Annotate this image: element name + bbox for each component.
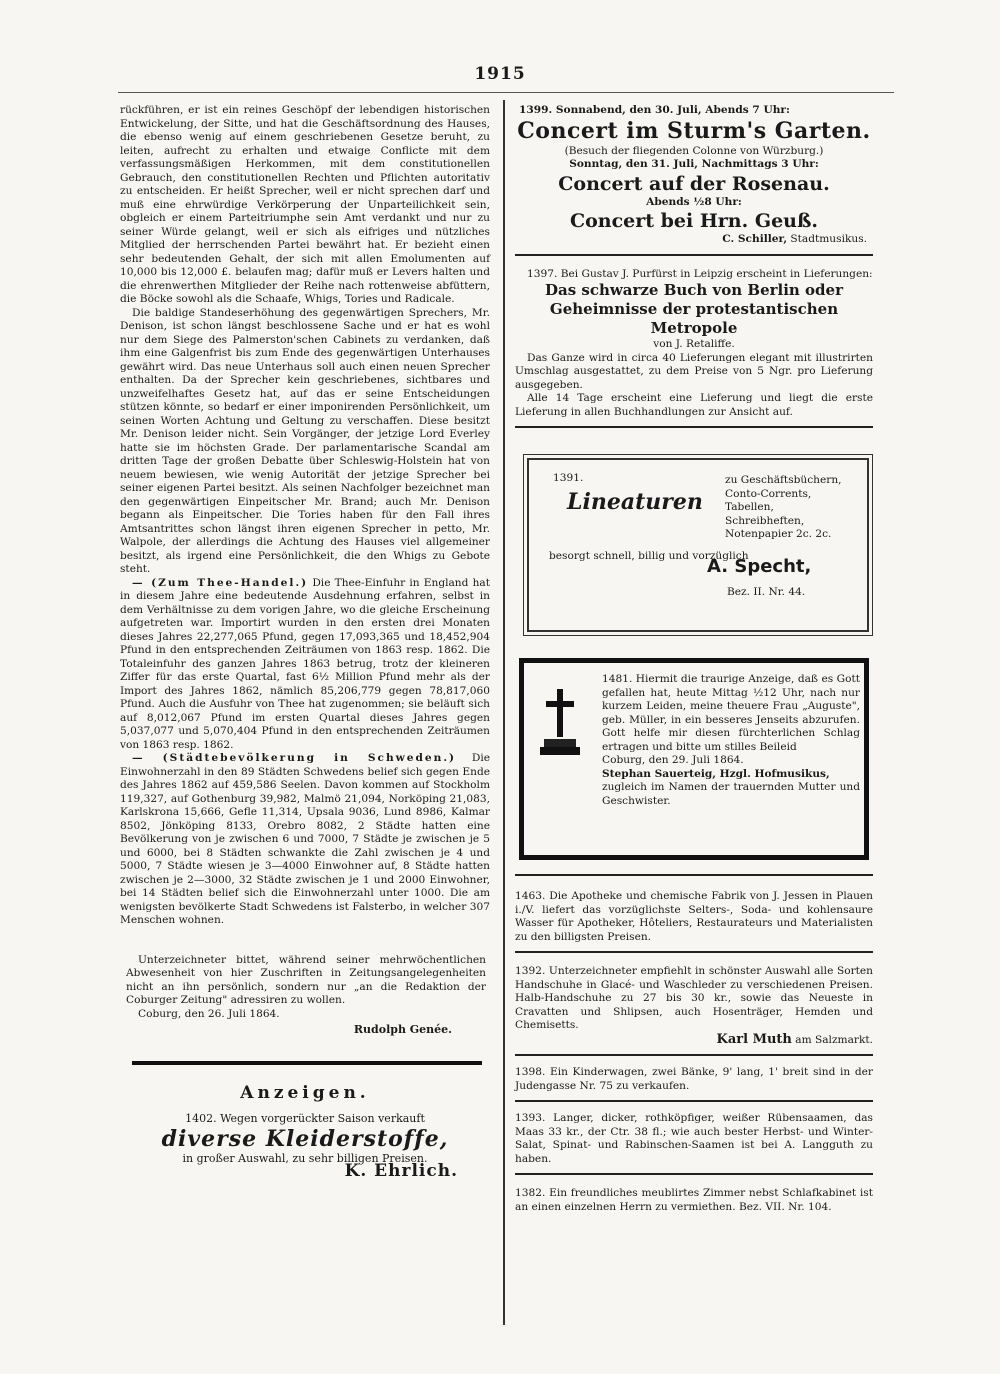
ad-1402-firm: K. Ehrlich. (344, 1161, 458, 1181)
notice-signature: Rudolph Genée. (353, 1023, 452, 1036)
sweden-item (120, 752, 490, 928)
ad-1481-sign: Stephan Sauerteig, Hzgl. Hofmusikus, (602, 767, 830, 780)
ad-1382: 1382. Ein freundliches meublirtes Zimmer nebst Schlafkabinet ist an einen einzelnen Herrn zu vermiethen. Bez. VII. Nr. 104. (515, 1187, 873, 1213)
ad-1397-author: von J. Retaliffe. (653, 338, 735, 350)
list-item: Notenpapier 2c. 2c. (725, 528, 832, 540)
sweden-heading: — (Städtebevölkerung in Schweden.) (132, 752, 457, 764)
ad-1399 (515, 104, 873, 256)
ad-1392-place: am Salzmarkt. (795, 1033, 873, 1046)
ad-1481-sign2: zugleich im Namen der trauernden Mutter und Geschwister. (602, 781, 860, 807)
anzeigen-heading: Anzeigen. (240, 1082, 370, 1103)
ad-1481 (519, 658, 869, 860)
ad-1391-line: besorgt schnell, billig und vorzüglich (549, 550, 749, 562)
top-rule (118, 92, 894, 93)
ad-1392-firm: Karl Muth (716, 1031, 792, 1047)
list-item: Tabellen, (725, 501, 774, 513)
ad-1402-line2: in großer Auswahl, zu sehr billigen Preisen. (182, 1151, 428, 1165)
ad-1391-number: 1391. (553, 472, 584, 484)
ad-1399-line2: Sonntag, den 31. Juli, Nachmittags 3 Uhr: (569, 158, 819, 170)
ad-1399-concert3: Concert bei Hrn. Geuß. (569, 210, 819, 232)
ad-1391-list (725, 474, 842, 542)
tea-trade-heading: — (Zum Thee-Handel.) (132, 576, 309, 589)
right-column (515, 104, 873, 1214)
ad-1402-headline: diverse Kleiderstoffe, (161, 1125, 449, 1152)
ad-1391-address: Bez. II. Nr. 44. (727, 586, 806, 598)
list-item: Schreibheften, (725, 514, 805, 527)
ad-1391 (527, 458, 869, 632)
page-number: 1915 (474, 64, 526, 84)
column-divider (503, 100, 505, 1325)
ad-1391-firm: A. Specht, (707, 556, 812, 577)
ad-1481-text: 1481. Hiermit die traurige Anzeige, daß es Gott gefallen hat, heute Mittag ½12 Uhr, nach nur kurzem Leiden, meine theuere Frau „Auguste", geb. Müller, in ein besseres Jenseits abzurufen. Gott helfe mir diesen fürchterlichen Schlag ertragen und bitte um stilles Beileid (602, 673, 860, 753)
tea-trade-item (120, 577, 490, 753)
article-paragraph: rückführen, er ist ein reines Geschöpf der lebendigen historischen Entwickelung, der Sitte, und hat die Geschäftsordnung des Hauses, die ebenso wenig auf einem geschriebenen Gesetze beruht, zu leiten, aufrecht zu erhalten und etwaige Conflicte mit dem verfassungsmäßigen Herkommen, mit dem constitutionellen Gebrauch, den constitutionellen Rechten und Pflichten autoritativ zu entscheiden. Er heißt Sprecher, weil er nicht sprechen darf und muß eine ehrwürdige Verkörperung der Unparteilichkeit sein, obgleich er einem Parteitriumphe sein Amt verdankt und nur zu seiner Würde gelangt, weil er sich als eifriges und nützliches Mitglied der herrschenden Partei bewährt hat. Er bezieht einen sehr bedeutenden Gehalt, der sich mit allen Emolumenten auf 10,000 bis 12,000 £. belaufen mag; dafür muß er Levers halten und die ehrenwerthen Mitglieder der Reihe nach rottenweise abfüttern, die Böcke sowohl als die Schaafe, Whigs, Tories und Radicale. (120, 104, 490, 305)
article-paragraph: Die baldige Standeserhöhung des gegenwärtigen Sprechers, Mr. Denison, ist schon längst beschlossene Sache und er hat es wohl nur dem Siege des Palmerston'schen Cabinets zu verdanken, daß ihm eine Galgenfrist bis zum Ende des gegenwärtigen Unterhauses gewährt wird. Das neue Unterhaus soll auch einen neuen Sprecher enthalten. Da der Sprecher kein geschriebenes, sichtbares und unzweifelhaftes Gesetz hat, auf das er seine Entscheidungen stützen könnte, so bedarf er einer imponirenden Persönlichkeit, um seinen Worten Achtung und Geltung zu verschaffen. Diese besitzt Mr. Denison leider nicht. Sein Vorgänger, der jetzige Lord Everley hatte sie im höchsten Grade. Der parlamentarische Scandal am dritten Tage der großen Debatte über Schleswig-Holstein hat von neuem bewiesen, wie wenig Autorität der jetzige Sprecher bei seiner eigenen Partei besitzt. Als seinen Nachfolger bezeichnet man den gegenwärtigen Einpeitscher Mr. Brand; auch Mr. Denison begann als Einpeitscher. Die Tories haben für den Fall ihres Amtsantrittes schon längst ihren eigenen Sprecher in petto, Mr. Walpole, der allerdings die Achtung des Hauses viel allgemeiner besitzt, als irgend eine Persönlichkeit, die den Whigs zu Gebote steht. (120, 306, 490, 575)
section-rule (132, 1061, 482, 1065)
ad-1399-concert1: Concert im Sturm's Garten. (517, 117, 871, 144)
ad-1399-concert2: Concert auf der Rosenau. (558, 172, 830, 195)
ad-1399-sign-name: C. Schiller, (722, 233, 788, 245)
ad-1481-place: Coburg, den 29. Juli 1864. (602, 754, 744, 766)
ad-1397-text1: Das Ganze wird in circa 40 Lieferungen elegant mit illustrirten Umschlag ausgestattet, zu dem Preise von 5 Ngr. pro Lieferung ausgegeben. (515, 351, 873, 391)
ad-1402 (120, 1112, 490, 1179)
ad-1397-title: Das schwarze Buch von Berlin oder Geheimnisse der protestantischen Metropole (545, 281, 843, 337)
ad-1399-note: (Besuch der fliegenden Colonne von Würzburg.) (564, 144, 824, 157)
ad-1392 (515, 953, 873, 1056)
tea-trade-text: Die Thee-Einfuhr in England hat in diesem Jahre eine bedeutende Ausdehnung erfahren, selbst in dem Verhältnisse zu dem vorigen Jahre, wo die gleiche Erscheinung aufgetreten war. Importirt wurden in den ersten drei Monaten dieses Jahres 22,277,065 Pfund, gegen 17,093,365 und 18,452,904 Pfund in den entsprechenden Zeiträumen von 1863 resp. 1862. Die Totaleinfuhr des ganzen Jahres 1863 betrug, trotz der kleineren Ziffer für das erste Quartal, fast 6½ Million Pfund mehr als der Import des Jahres 1862, nämlich 85,206,779 gegen 78,817,060 Pfund. Auch die Ausfuhr von Thee hat zugenommen; sie beläuft sich auf 8,012,067 Pfund im ersten Quartal dieses Jahres gegen 5,037,077 und 5,070,404 Pfund in den entsprechenden Zeiträumen von 1863 resp. 1862. (120, 576, 490, 751)
ad-1402-line1: 1402. Wegen vorgerückter Saison verkauft (185, 1112, 425, 1125)
ad-1392-text: 1392. Unterzeichneter empfiehlt in schönster Auswahl alle Sorten Handschuhe in Glacé- und Waschleder zu verschiedenen Preisen. Halb-Handschuhe zu 27 bis 30 kr., sowie das Neueste in Cravatten und Shlipsen, auch Hosenträger, Hemden und Chemisetts. (515, 965, 873, 1031)
sweden-text: Die Einwohnerzahl in den 89 Städten Schwedens belief sich gegen Ende des Jahres 1862 auf 459,586 Seelen. Davon kommen auf Stockholm 119,327, auf Gothenburg 39,982, Malmö 21,094, Norköping 21,083, Karlskrona 15,666, Gefle 11,314, Upsala 9036, Lund 8986, Kalmar 8502, Jönköping 8133, Orebro 8082, 2 Städte hatten eine Bevölkerung von je zwischen 6 und 7000, 7 Städte je zwischen je 5 und 6000, bei 8 Städten schwankte die Zahl zwischen je 4 und 5000, 7 Städte wiesen je 3—4000 Einwohner auf, 8 Städte hatten zwischen je 2—3000, 32 Städte zwischen je 1 und 2000 Einwohner, bei 14 Städten belief sich die Einwohnerzahl unter 1000. Die am wenigsten bevölkerte Stadt Schwedens ist Falsterbo, in welcher 307 Menschen wohnen. (120, 752, 490, 926)
ad-1399-line1: 1399. Sonnabend, den 30. Juli, Abends 7 Uhr: (519, 104, 790, 116)
list-item: zu Geschäftsbüchern, (725, 474, 842, 486)
notice-place: Coburg, den 26. Juli 1864. (138, 1007, 280, 1020)
ad-1463: 1463. Die Apotheke und chemische Fabrik von J. Jessen in Plauen i./V. liefert das vorzüglichste Selters-, Soda- und kohlensaure Wasser für Apotheker, Hôteliers, Restaurateurs und Materialisten zu den billigsten Preisen. (515, 874, 873, 953)
ad-1392-sign (515, 1033, 873, 1048)
left-column (120, 104, 490, 1179)
ad-1481-body (544, 673, 860, 808)
ad-1397-intro: 1397. Bei Gustav J. Purfürst in Leipzig erscheint in Lieferungen: (527, 267, 873, 280)
ad-1393: 1393. Langer, dicker, rothköpfiger, weißer Rübensaamen, das Maas 33 kr., der Ctr. 38 fl.; wie auch bester Herbst- und Winter-Salat, Spinat- und Rabinschen-Saamen ist bei A. Langguth zu haben. (515, 1102, 873, 1175)
ad-1399-signature (515, 233, 867, 247)
ad-1391-title: Lineaturen (567, 489, 703, 515)
list-item: Conto-Corrents, (725, 487, 812, 500)
ad-1397 (515, 256, 873, 429)
ad-1399-sign-title: Stadtmusikus. (790, 233, 867, 245)
notice-text: Unterzeichneter bittet, während seiner mehrwöchentlichen Abwesenheit von hier Zuschriften in Zeitungsangelegenheiten nicht an ihn persönlich, sondern nur „an die Redaktion der Coburger Zeitung" adressiren zu wollen. (126, 953, 486, 1006)
ad-1397-text2: Alle 14 Tage erscheint eine Lieferung und liegt die erste Lieferung in allen Buchhandlungen zur Ansicht auf. (515, 392, 873, 418)
ad-1399-line3: Abends ½8 Uhr: (646, 195, 742, 208)
ad-1398: 1398. Ein Kinderwagen, zwei Bänke, 9' lang, 1' breit sind in der Judengasse Nr. 75 zu verkaufen. (515, 1056, 873, 1102)
editor-notice (120, 954, 490, 1037)
